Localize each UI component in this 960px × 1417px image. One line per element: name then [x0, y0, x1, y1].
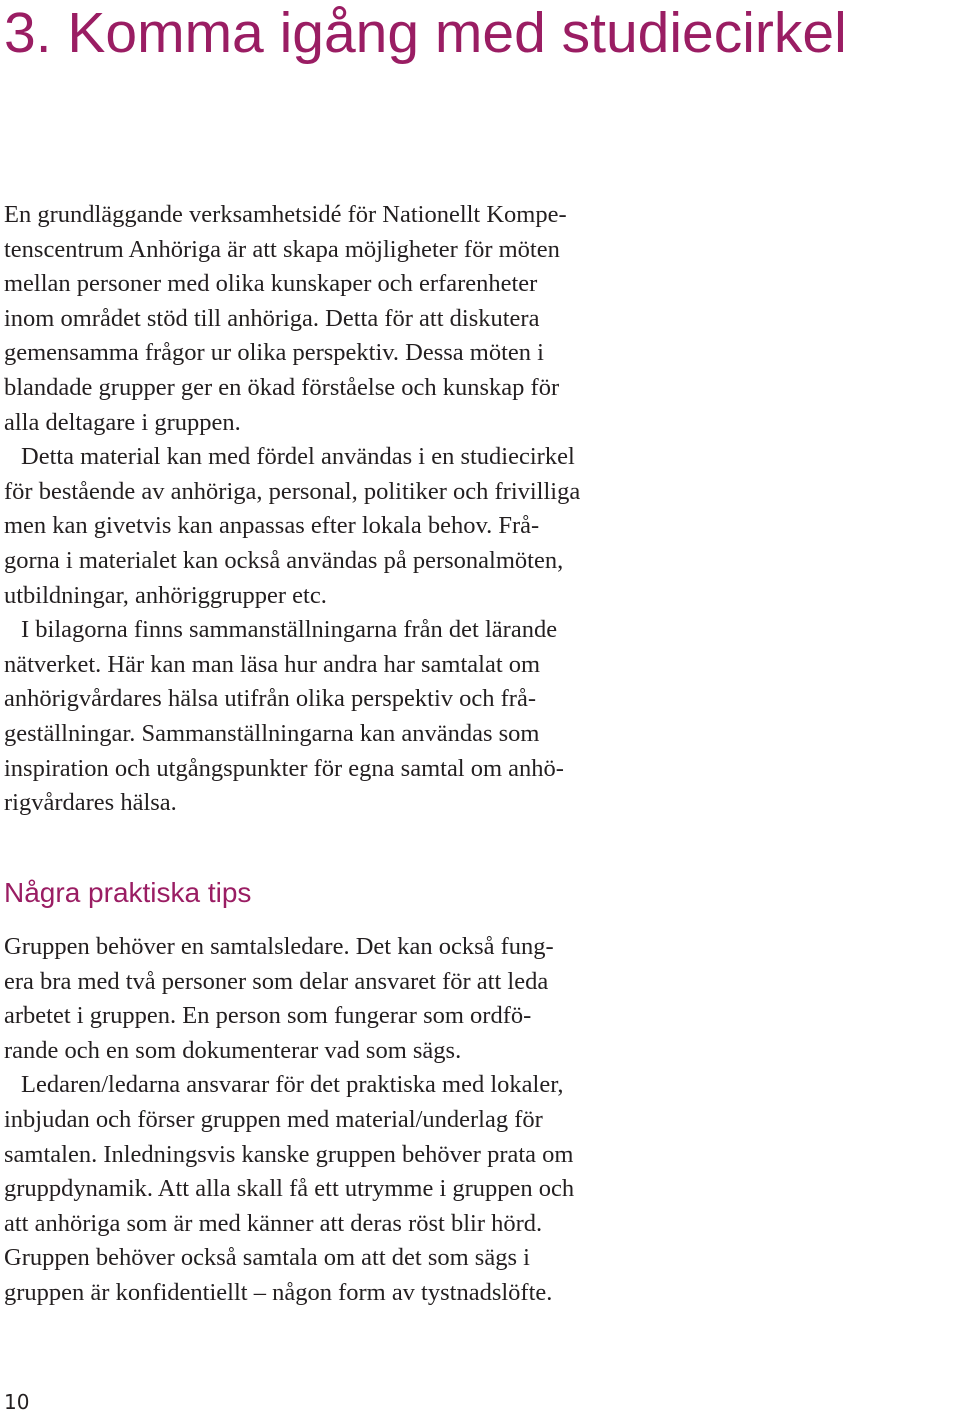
page-title: 3. Komma igång med studiecirkel — [4, 1, 847, 65]
body-text-line: era bra med två personer som delar ansvaret för att leda — [4, 967, 549, 995]
body-text-line: Detta material kan med fördel användas i en studiecirkel — [21, 443, 575, 471]
body-text-line: tenscentrum Anhöriga är att skapa möjligheter för möten — [4, 235, 560, 263]
body-text-line: gorna i materialet kan också användas på personalmöten, — [4, 546, 564, 574]
body-text-line: inom området stöd till anhöriga. Detta för att diskutera — [4, 304, 540, 332]
body-text-line: I bilagorna finns sammanställningarna från det lärande — [21, 616, 558, 644]
body-text-line: rigvårdares hälsa. — [4, 789, 177, 817]
page-number: 10 — [4, 1390, 30, 1414]
body-text-line: geställningar. Sammanställningarna kan användas som — [4, 719, 540, 747]
body-text-line: rande och en som dokumenterar vad som sägs. — [4, 1036, 462, 1064]
body-text-line: nätverket. Här kan man läsa hur andra har samtalat om — [4, 650, 541, 678]
body-text-line: utbildningar, anhöriggrupper etc. — [4, 581, 327, 609]
tips-section — [4, 930, 574, 1311]
body-text-line: gruppdynamik. Att alla skall få ett utrymme i gruppen och — [4, 1175, 575, 1203]
body-text-line: arbetet i gruppen. En person som fungerar som ordfö- — [4, 1002, 532, 1030]
body-text-line: mellan personer med olika kunskaper och erfarenheter — [4, 270, 538, 298]
section-heading: Några praktiska tips — [4, 877, 252, 908]
body-text-line: Gruppen behöver också samtala om att det som sägs i — [4, 1244, 530, 1272]
body-text-line: alla deltagare i gruppen. — [4, 408, 241, 436]
body-text-line: gemensamma frågor ur olika perspektiv. Dessa möten i — [4, 339, 544, 367]
body-text-line: för bestående av anhöriga, personal, politiker och frivilliga — [4, 477, 581, 505]
intro-section — [4, 198, 580, 821]
body-text-line: men kan givetvis kan anpassas efter lokala behov. Frå- — [4, 512, 540, 540]
body-text-line: En grundläggande verksamhetsidé för Nationellt Kompe- — [4, 201, 567, 228]
body-text-line: inbjudan och förser gruppen med material/underlag för — [4, 1105, 543, 1133]
body-text-line: gruppen är konfidentiellt – någon form av tystnadslöfte. — [4, 1278, 553, 1306]
body-text-line: blandade grupper ger en ökad förståelse och kunskap för — [4, 373, 560, 401]
body-text-line: samtalen. Inledningsvis kanske gruppen behöver prata om — [4, 1140, 574, 1168]
body-text-line: Gruppen behöver en samtalsledare. Det kan också fung- — [4, 933, 554, 960]
body-text-line: inspiration och utgångspunkter för egna samtal om anhö- — [4, 754, 564, 782]
body-text-line: Ledaren/ledarna ansvarar för det praktiska med lokaler, — [21, 1071, 564, 1099]
body-text-line: anhörigvårdares hälsa utifrån olika perspektiv och frå- — [4, 685, 536, 713]
body-text-line: att anhöriga som är med känner att deras röst blir hörd. — [4, 1209, 543, 1237]
